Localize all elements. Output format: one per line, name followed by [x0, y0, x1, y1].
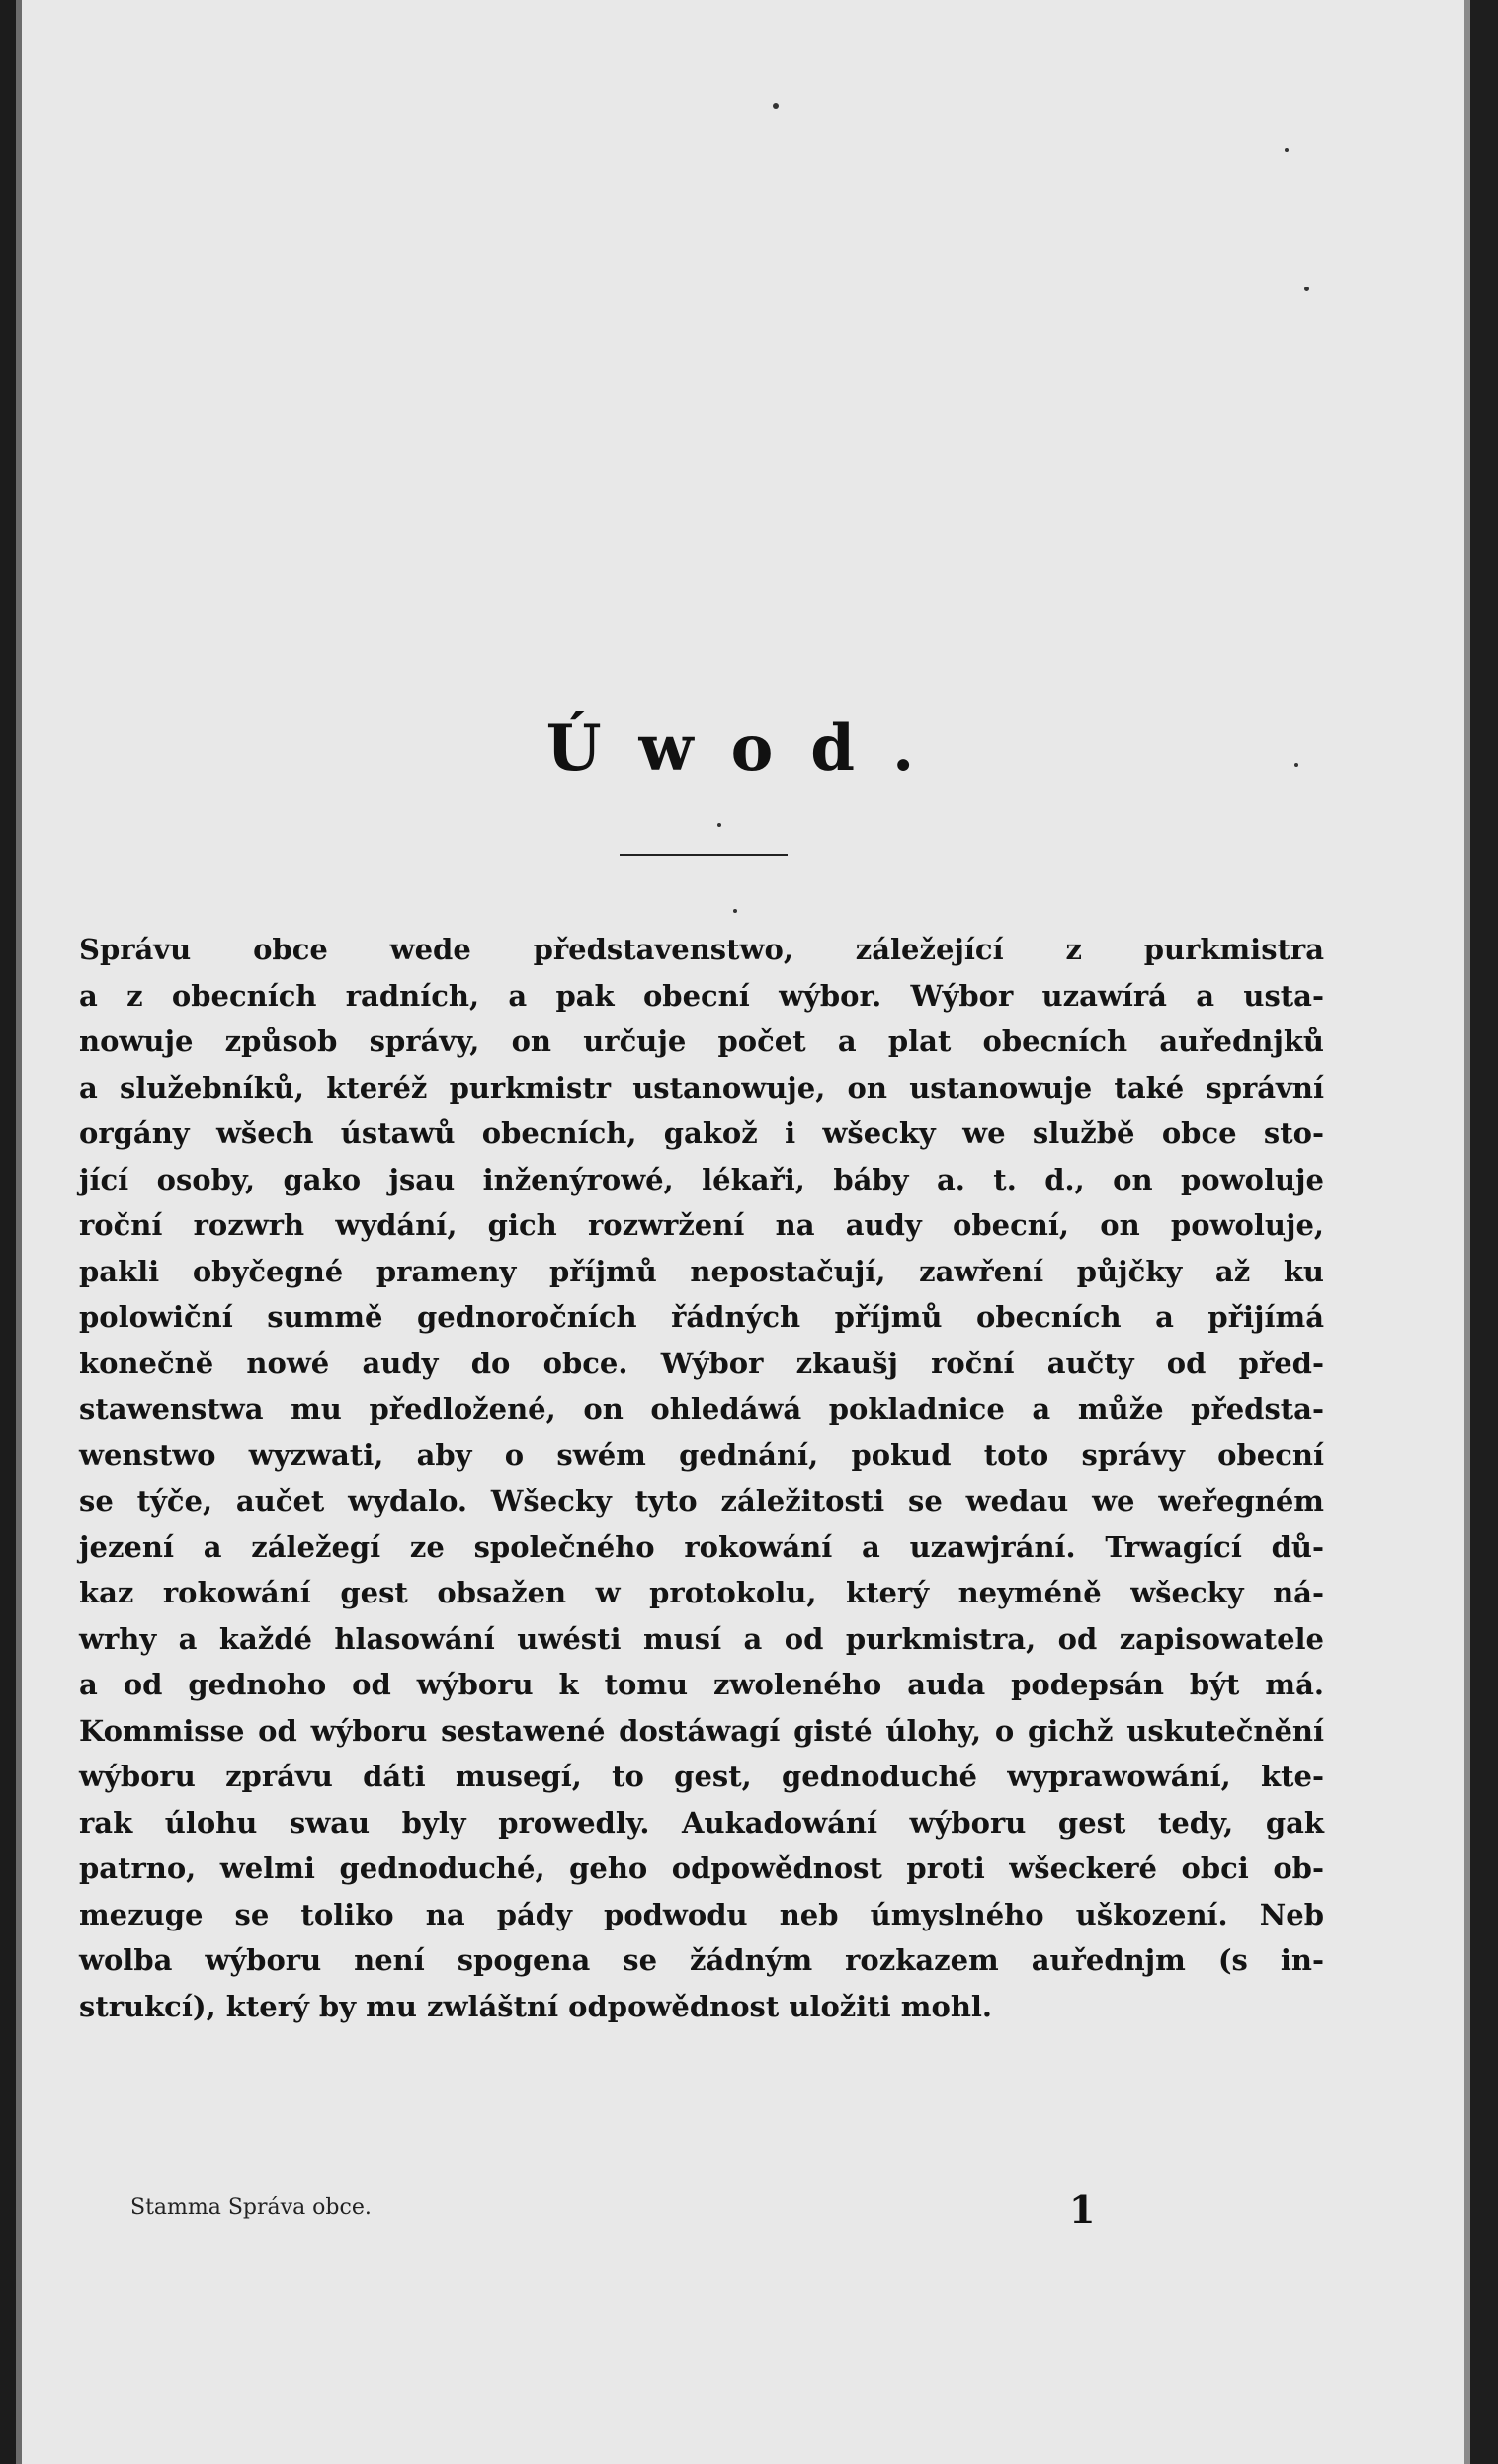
- page-number: 1: [1069, 2187, 1096, 2232]
- text-line: a od gednoho od wýboru k tomu zwoleného auda podepsán být má.: [79, 1668, 1324, 1701]
- text-line: pakli obyčegné prameny příjmů nepostačují, zawření půjčky až ku: [79, 1254, 1324, 1288]
- text-line: nowuje způsob správy, on určuje počet a plat obecních auřednjků: [79, 1025, 1324, 1058]
- paper-speck: [1304, 287, 1309, 291]
- text-line: wýboru zprávu dáti musegí, to gest, gednoduché wyprawowání, kte-: [79, 1760, 1324, 1793]
- text-line: Kommisse od wýboru sestawené dostáwagí gisté úlohy, o gichž uskutečnění: [79, 1713, 1324, 1748]
- text-line: a služebníků, kteréž purkmistr ustanowuje, on ustanowuje také správní: [79, 1070, 1324, 1105]
- paper-speck: [733, 909, 737, 913]
- paper-speck: [773, 103, 779, 109]
- heading-divider: [620, 854, 788, 856]
- scan-left-shadow: [16, 0, 22, 2464]
- body-paragraph: [79, 927, 1324, 2029]
- text-line: mezuge se toliko na pády podwodu neb úmyslného uškození. Neb: [79, 1897, 1324, 1931]
- text-line: wenstwo wyzwati, aby o swém gednání, pokud toto správy obecní: [79, 1437, 1324, 1472]
- text-line: polowiční summě gednoročních řádných příjmů obecních a přijímá: [79, 1300, 1324, 1334]
- text-line: stawenstwa mu předložené, on ohledáwá pokladnice a může předsta-: [79, 1392, 1324, 1426]
- scan-right-edge: [1470, 0, 1498, 2464]
- text-line: konečně nowé audy do obce. Wýbor zkaušj roční aučty od před-: [79, 1346, 1324, 1380]
- chapter-heading: Úwod.: [545, 711, 953, 785]
- text-line: kaz rokowání gest obsažen w protokolu, který neyméně wšecky ná-: [79, 1576, 1324, 1609]
- text-line: strukcí), který by mu zwláštní odpowědnost uložiti mohl.: [79, 1989, 993, 2023]
- page-footer: [130, 2187, 1119, 2232]
- text-line: jící osoby, gako jsau inženýrowé, lékaři, báby a. t. d., on powoluje: [79, 1162, 1324, 1196]
- text-line: jezení a záležegí ze společného rokowání a uzawjrání. Trwagící dů-: [79, 1529, 1324, 1564]
- text-line: rak úlohu swau byly prowedly. Aukadowání wýboru gest tedy, gak: [79, 1805, 1324, 1840]
- text-line: wrhy a každé hlasowání uwésti musí a od purkmistra, od zapisowatele: [79, 1621, 1324, 1656]
- text-line: wolba wýboru není spogena se žádným rozkazem auřednjm (s in-: [79, 1943, 1324, 1977]
- text-line: se týče, aučet wydalo. Wšecky tyto záležitosti se wedau we weřegném: [79, 1484, 1324, 1518]
- text-line: Správu obce wede představenstwo, záležející z purkmistra: [79, 933, 1324, 966]
- text-line: roční rozwrh wydání, gich rozwržení na audy obecní, on powoluje,: [79, 1208, 1324, 1242]
- scan-left-edge: [0, 0, 16, 2464]
- paper-speck: [717, 823, 721, 827]
- text-line: a z obecních radních, a pak obecní wýbor. Wýbor uzawírá a usta-: [79, 978, 1324, 1013]
- paper-speck: [1285, 148, 1289, 152]
- printer-signature: Stamma Správa obce.: [130, 2195, 372, 2220]
- text-line: patrno, welmi gednoduché, geho odpowědnost proti wšeckeré obci ob-: [79, 1851, 1324, 1885]
- text-line: orgány wšech ústawů obecních, gakož i wšecky we službě obce sto-: [79, 1116, 1324, 1150]
- scan-right-shadow: [1464, 0, 1470, 2464]
